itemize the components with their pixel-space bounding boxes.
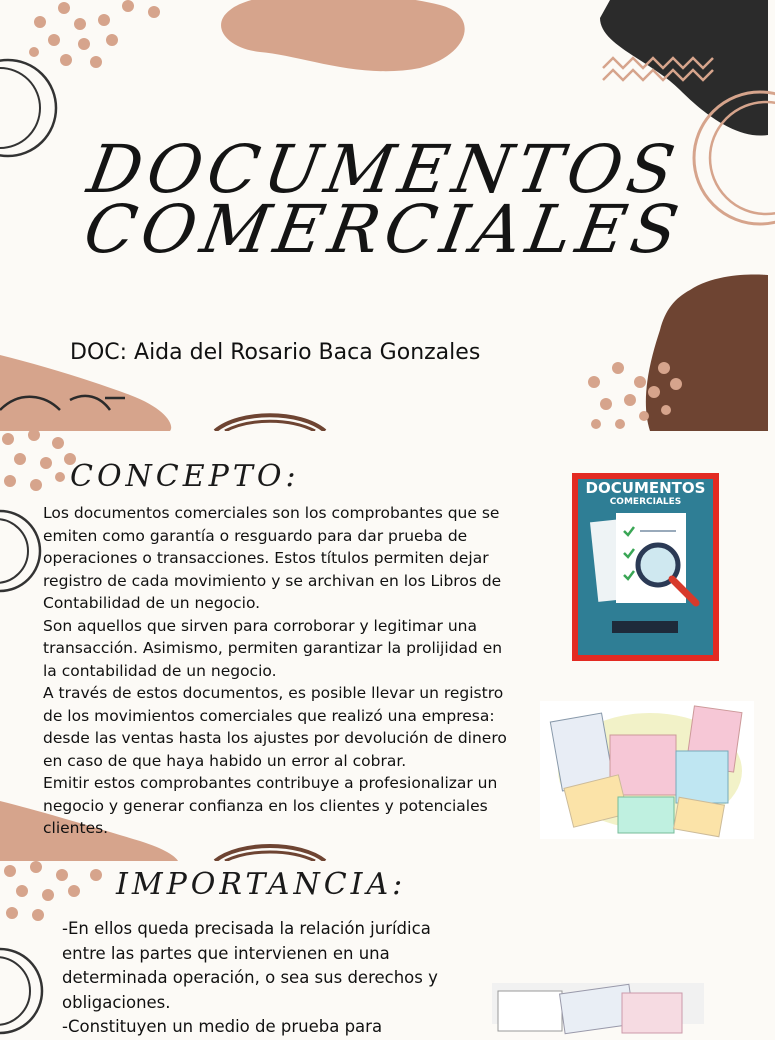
concepto-paragraph: A través de estos documentos, es posible llevar un registro de los movimientos comerciales que realizó una empresa: desde las ventas hasta los ajustes por devolución de dinero en caso de que haya habido un error al cobrar. <box>43 684 507 770</box>
concepto-paragraph: Los documentos comerciales son los comprobantes que se emiten como garantía o resguardo para dar prueba de operaciones o transacciones. Estos títulos permiten dejar registro de cada movimiento y se archivan en los Libros de Contabilidad de un negocio. <box>43 504 502 612</box>
concepto-heading: CONCEPTO: <box>70 459 300 494</box>
importancia-slide <box>0 861 768 1036</box>
book-cover-subtitle: COMERCIALES <box>609 497 682 507</box>
concepto-paragraph: Emitir estos comprobantes contribuye a profesionalizar un negocio y generar confianza en los clientes y potenciales clientes. <box>43 774 498 837</box>
invoice-books-image <box>540 701 754 839</box>
concepto-paragraph: Son aquellos que sirven para corroborar y legitimar una transacción. Asimismo, permiten garantizar la prolijidad en la contabilidad de un negocio. <box>43 616 503 680</box>
concepto-body <box>43 502 513 840</box>
magnifier-checklist-illustration <box>572 473 719 661</box>
book-cover-image <box>572 473 719 661</box>
importancia-body <box>62 917 462 1040</box>
importancia-paragraph: -Constituyen un medio de prueba para <box>62 1017 383 1036</box>
concepto-slide <box>0 431 768 861</box>
cover-title-line2: COMERCIALES <box>78 191 690 268</box>
importancia-heading: IMPORTANCIA: <box>116 867 407 902</box>
documents-image <box>492 983 704 1024</box>
author-line: DOC: Aida del Rosario Baca Gonzales <box>70 340 481 365</box>
cover-title-line1: DOCUMENTOS <box>82 131 686 208</box>
cover-slide <box>0 0 768 431</box>
book-cover-title: DOCUMENTOS <box>585 479 706 497</box>
importancia-paragraph: -En ellos queda precisada la relación jurídica entre las partes que intervienen en una determinada operación, o sea sus derechos y obligaciones. <box>62 919 438 1012</box>
invoice-pads-illustration <box>540 701 754 839</box>
documents-illustration <box>492 983 704 1024</box>
